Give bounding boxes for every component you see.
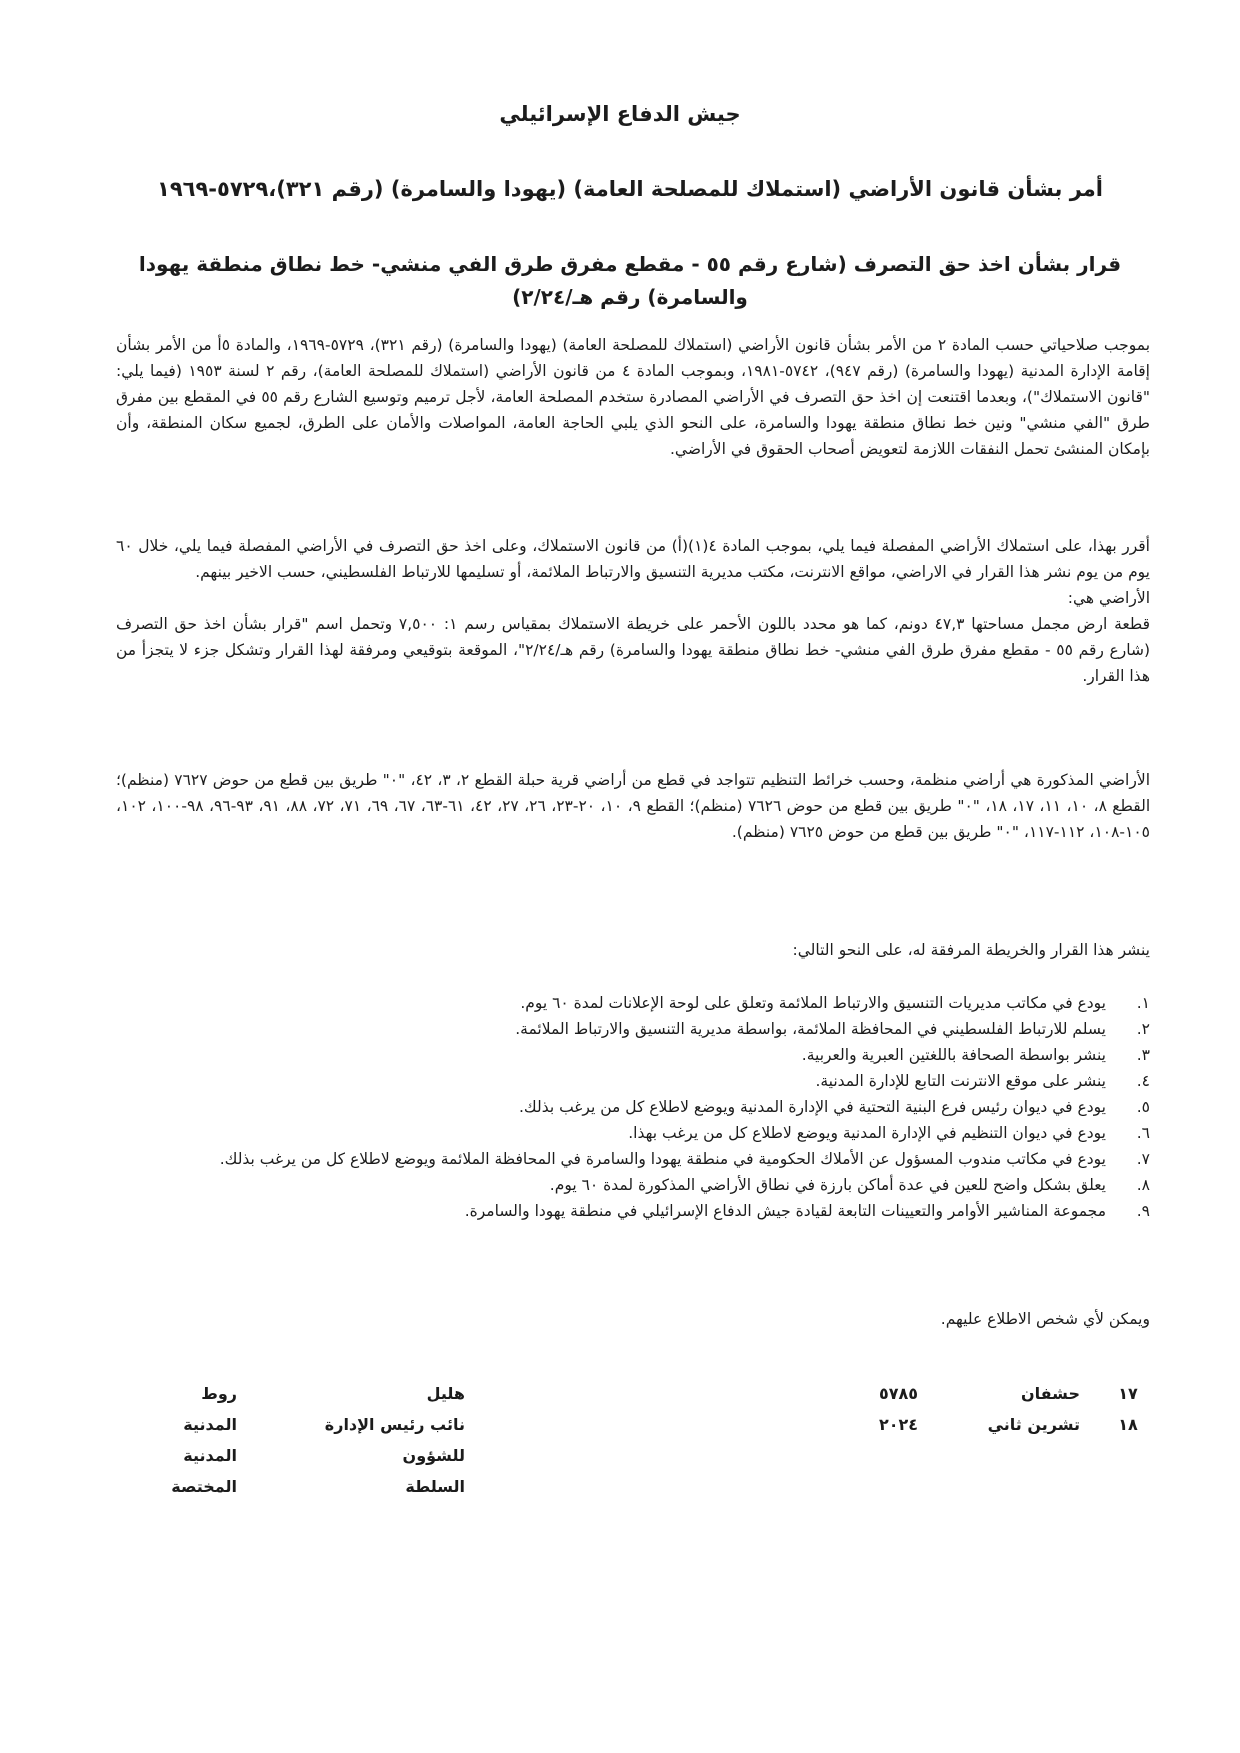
list-item: ١. يودع في مكاتب مديريات التنسيق والارتباط الملائمة وتعلق على لوحة الإعلانات لمدة ٦٠ يوم. bbox=[520, 994, 1150, 1012]
order-heading: أمر بشأن قانون الأراضي (استملاك للمصلحة العامة) (يهودا والسامرة) (رقم ٣٢١)،٥٧٢٩-١٩٦٩ bbox=[157, 177, 1103, 201]
decision-heading: قرار بشأن اخذ حق التصرف (شارع رقم ٥٥ - مقطع مفرق طرق الفي منشي- خط نطاق منطقة يهودا والسامرة) رقم هـ/٢/٢٤) bbox=[138, 252, 1122, 309]
signatory-block: هليل نائب رئيس الإدارة للشؤون السلطة bbox=[324, 1384, 465, 1496]
signatory-continuation: روط المدنية المدنية المختصة bbox=[171, 1384, 237, 1496]
date-days: ١٧ ١٨ bbox=[1118, 1384, 1138, 1434]
document-title: جيش الدفاع الإسرائيلي bbox=[499, 102, 741, 126]
decision-paragraph bbox=[116, 533, 1150, 689]
date-months: حشفان تشرين ثاني bbox=[987, 1384, 1080, 1434]
list-item: ٤. ينشر على موقع الانترنت التابع للإدارة المدنية. bbox=[815, 1072, 1150, 1090]
list-item: ٩. مجموعة المناشير الأوامر والتعيينات التابعة لقيادة جيش الدفاع الإسرائيلي في منطقة يهودا والسامرة. bbox=[464, 1202, 1150, 1220]
parcel-description: قطعة ارض مجمل مساحتها ٤٧,٣ دونم، كما هو محدد باللون الأحمر على خريطة الاستملاك بمقياس رسم ١: ٧,٥٠٠ وتحمل اسم "قرار بشأن اخذ حق التصرف (شارع رقم ٥٥ - مقطع مفرق طرق الفي منشي- خط نطاق منطقة يهودا والسامرة) رقم هـ/٢/٢٤"، الموقعة بتوقيعي ومرفقة لهذا القرار وتشكل جزء لا يتجزأ من هذا القرار. bbox=[116, 615, 1150, 685]
parcels-paragraph: الأراضي المذكورة هي أراضي منظمة، وحسب خرائط التنظيم تتواجد في قطع من أراضي قرية حبلة القطع ٢، ٣، ٤٢، "٠" طريق بين قطع من حوض ٧٦٢٧ (منظم)؛ القطع ٨، ١٠، ١١، ١٧، ١٨، "٠" طريق بين قطع من حوض ٧٦٢٦ (منظم)؛ القطع ٩، ١٠، ٢٠-٢٣، ٢٦، ٢٧، ٤٢، ٦١-٦٣، ٦٧، ٦٩، ٧١، ٧٢، ٨٨، ٩١، ٩٣-٩٦، ٩٨-١٠٠، ١٠٢، ١٠٥-١٠٨، ١١٢-١١٧، "٠" طريق بين قطع من حوض ٧٦٢٥ (منظم). bbox=[116, 771, 1151, 841]
list-item: ٢. يسلم للارتباط الفلسطيني في المحافظة الملائمة، بواسطة مديرية التنسيق والارتباط الملائمة. bbox=[515, 1020, 1150, 1038]
list-item: ٣. ينشر بواسطة الصحافة باللغتين العبرية والعربية. bbox=[801, 1046, 1150, 1064]
list-item: ٧. يودع في مكاتب مندوب المسؤول عن الأملاك الحكومية في منطقة يهودا والسامرة في المحافظة الملائمة ويوضع لاطلاع كل من يرغب بذلك. bbox=[219, 1150, 1150, 1168]
publication-list bbox=[116, 990, 1150, 1224]
list-item: ٥. يودع في ديوان رئيس فرع البنية التحتية في الإدارة المدنية ويوضع لاطلاع كل من يرغب بذلك. bbox=[519, 1098, 1150, 1116]
lands-label: الأراضي هي: bbox=[1067, 589, 1150, 607]
list-item: ٨. يعلق بشكل واضح للعين في عدة أماكن بارزة في نطاق الأراضي المذكورة لمدة ٦٠ يوم. bbox=[549, 1176, 1150, 1194]
list-item: ٦. يودع في ديوان التنظيم في الإدارة المدنية ويوضع لاطلاع كل من يرغب بهذا. bbox=[628, 1124, 1150, 1142]
closing-line: ويمكن لأي شخص الاطلاع عليهم. bbox=[940, 1310, 1150, 1328]
authority-paragraph: بموجب صلاحياتي حسب المادة ٢ من الأمر بشأن قانون الأراضي (استملاك للمصلحة العامة) (يهودا والسامرة) (رقم ٣٢١)، ٥٧٢٩-١٩٦٩، والمادة ٥أ من الأمر بشأن إقامة الإدارة المدنية (يهودا والسامرة) (رقم ٩٤٧)، ٥٧٤٢-١٩٨١، وبموجب المادة ٤ من قانون الأراضي (استملاك للمصلحة العامة)، رقم ٢ لسنة ١٩٥٣ (فيما يلي: "قانون الاستملاك")، وبعدما اقتنعت إن اخذ حق التصرف في الأراضي المصادرة ستخدم المصلحة العامة، لأجل ترميم وتوسيع الشارع رقم ٥٥ في المقطع بين مفرق طرق "الفي منشي" ونين خط نطاق منطقة يهودا والسامرة، على النحو الذي يلبي الحاجة العامة، المواصلات والأمان على الطرق، لجميع سكان المنطقة، وأن بإمكان المنشئ تحمل النفقات اللازمة لتعويض أصحاب الحقوق في الأراضي. bbox=[116, 336, 1151, 458]
publication-intro: ينشر هذا القرار والخريطة المرفقة له، على النحو التالي: bbox=[792, 941, 1150, 959]
decision-text: أقرر بهذا، على استملاك الأراضي المفصلة فيما يلي، بموجب المادة ٤(١)(أ) من قانون الاستملاك، وعلى اخذ حق التصرف في الأراضي المفصلة فيما يلي، خلال ٦٠ يوم من يوم نشر هذا القرار في الاراضي، مواقع الانترنت، مكتب مديرية التنسيق والارتباط الملائمة، أو تسليمها للارتباط الفلسطيني، حسب الاخير بينهم. bbox=[116, 537, 1150, 581]
date-years: ٥٧٨٥ ٢٠٢٤ bbox=[878, 1384, 918, 1434]
